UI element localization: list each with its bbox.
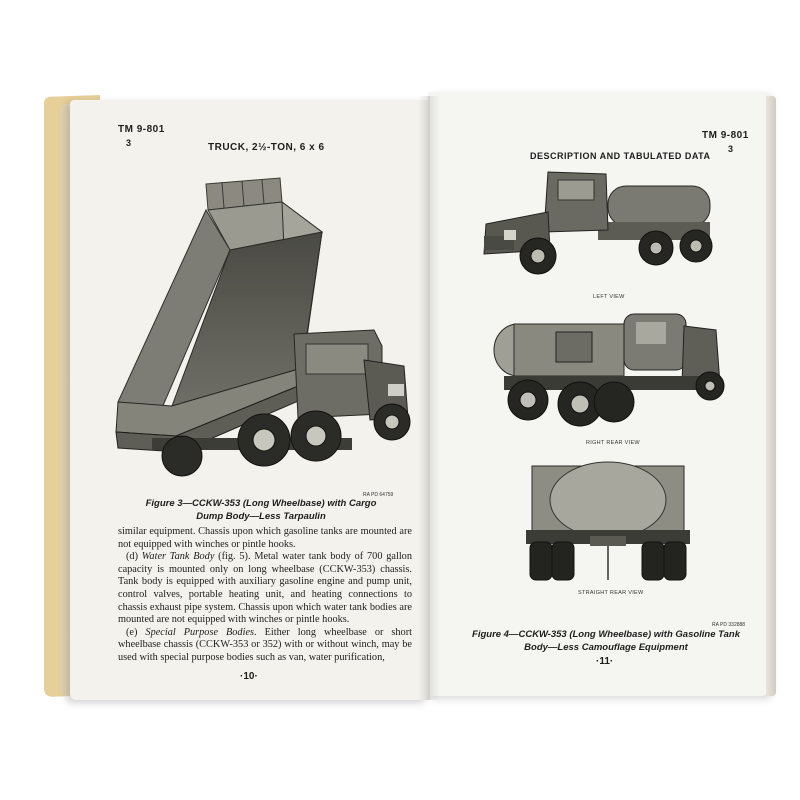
paragraph-e-title: Special Purpose Bodies [145, 626, 255, 638]
paragraph-e-label: (e) [126, 626, 138, 638]
right-figure-caption-line2: Body—Less Camouflage Equipment [524, 642, 688, 653]
tanker-left-view-photo [478, 166, 728, 282]
right-section-number: 3 [728, 144, 734, 154]
right-page-number: ·11· [596, 656, 614, 667]
paragraph-e-text: . Either long wheelbase or short wheelbase chassis (CCKW-353 or 352) with or without winch, may be used with special purpose bodies such as van, water purification, [118, 626, 412, 663]
paragraph-d-title: Water Tank Body [141, 551, 215, 563]
paragraph-continuation: similar equipment. Chassis upon which gasoline tanks are mounted are not equipped with winches or pintle hooks. [118, 526, 412, 550]
view-1-label: LEFT VIEW [593, 294, 625, 300]
right-tm-number: TM 9-801 [702, 130, 749, 141]
paragraph-d [118, 551, 412, 627]
left-tm-number: TM 9-801 [118, 124, 165, 135]
right-figure-caption-line1: Figure 4—CCKW-353 (Long Wheelbase) with Gasoline Tank [472, 629, 740, 640]
view-3-label: STRAIGHT REAR VIEW [578, 590, 644, 596]
dump-truck-photo [112, 170, 412, 488]
paragraph-e [118, 627, 412, 665]
left-figure-ref: RA PD 64759 [363, 492, 394, 498]
left-running-head: TRUCK, 2½-TON, 6 x 6 [208, 142, 325, 153]
right-running-head: DESCRIPTION AND TABULATED DATA [530, 151, 711, 161]
left-page-number: ·10· [240, 671, 258, 682]
page-edges-right [766, 96, 776, 696]
left-body-text [118, 526, 412, 665]
book-gutter [418, 96, 440, 700]
paragraph-d-text: (fig. 5). Metal water tank body of 700 gallon capacity is mounted only on long wheelbase (CCKW-353) chassis. Tank body is equipped with auxiliary gasoline engine and pump unit, control valves, portable heating unit, and heating connections to chassis exhaust pipe system. Chassis upon which water tank bodies are mounted are not equipped with winches or pintle hooks. [118, 551, 412, 626]
paragraph-d-label: (d) [126, 551, 139, 563]
right-figure-ref: RA PD 332888 [712, 622, 746, 628]
tanker-right-rear-view-photo [484, 304, 734, 434]
left-section-number: 3 [126, 138, 132, 148]
left-figure-caption-line1: Figure 3—CCKW-353 (Long Wheelbase) with Cargo [145, 498, 377, 509]
tanker-straight-rear-view-photo [520, 456, 696, 584]
view-2-label: RIGHT REAR VIEW [586, 440, 640, 446]
left-figure-caption-line2: Dump Body—Less Tarpaulin [196, 511, 326, 522]
